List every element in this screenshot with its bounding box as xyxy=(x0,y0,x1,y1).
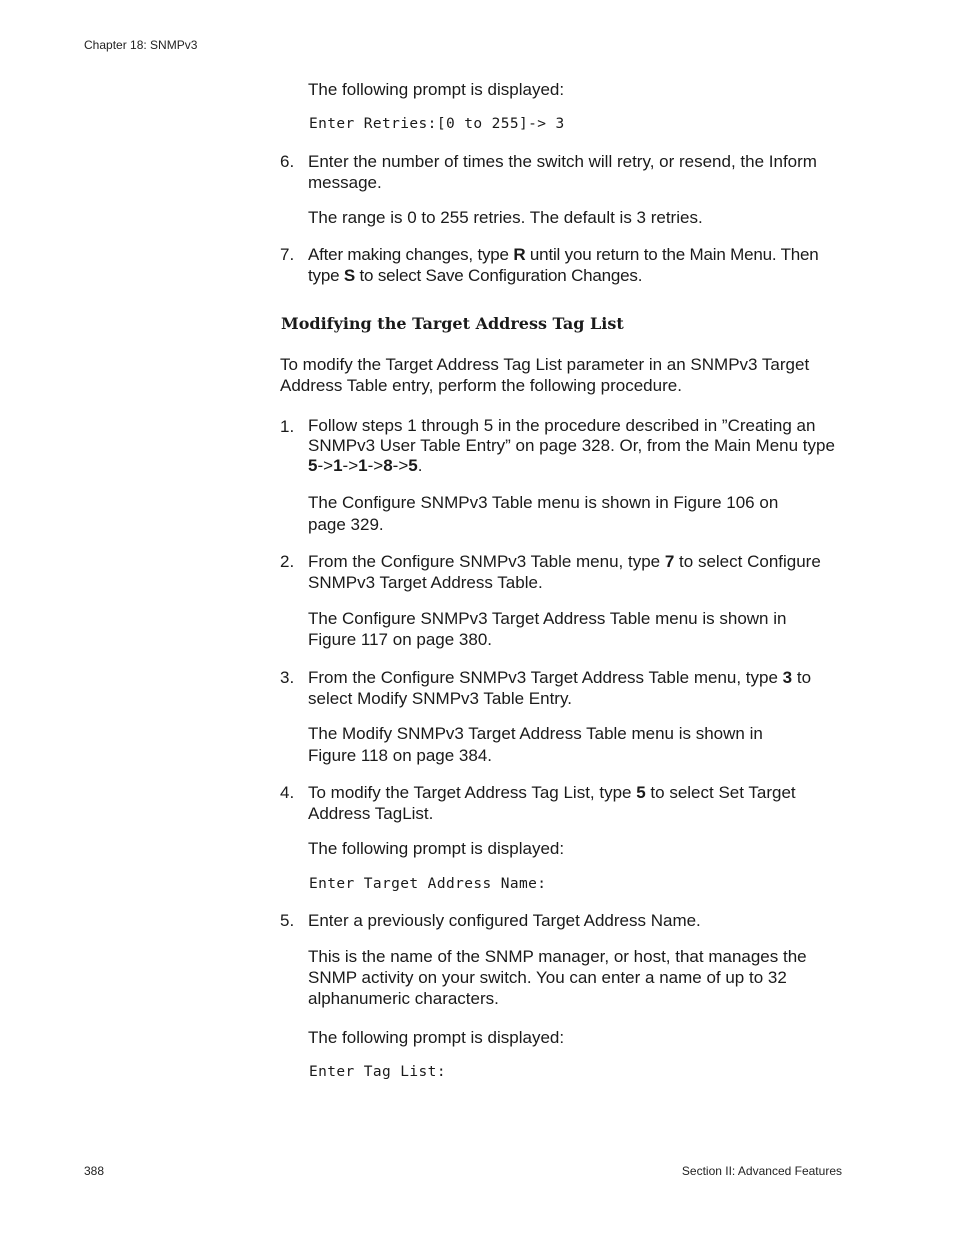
step-2-text: From the Configure SNMPv3 Table menu, type 7 to select Configure SNMPv3 Target Address Table. xyxy=(308,552,821,592)
step-2-note-line2: Figure 117 on page 380. xyxy=(308,630,492,649)
step-1-note-line2: page 329. xyxy=(308,515,384,534)
step-6-note: The range is 0 to 255 retries. The default is 3 retries. xyxy=(308,208,703,227)
step-5-note: This is the name of the SNMP manager, or host, that manages the SNMP activity on your switch. You can enter a name of up to 32 alphanumeric characters. xyxy=(308,947,807,1008)
step-1-note-line1: The Configure SNMPv3 Table menu is shown in Figure 106 on xyxy=(308,493,779,512)
step-5-number: 5. xyxy=(280,911,295,930)
code-target-address-name: Enter Target Address Name: xyxy=(309,876,547,892)
section-heading: Modifying the Target Address Tag List xyxy=(281,314,624,333)
step-1-number: 1. xyxy=(280,417,295,436)
step-3-note-line1: The Modify SNMPv3 Target Address Table menu is shown in xyxy=(308,724,763,743)
key-s: S xyxy=(343,266,355,285)
step-3-text: From the Configure SNMPv3 Target Address Table menu, type 3 to select Modify SNMPv3 Table Entry. xyxy=(308,668,812,708)
step-4-prompt: The following prompt is displayed: xyxy=(308,839,565,858)
running-footer: Section II: Advanced Features xyxy=(681,1164,842,1178)
key-r: R xyxy=(513,245,526,264)
running-header: Chapter 18: SNMPv3 xyxy=(84,38,198,52)
step-2-note-line1: The Configure SNMPv3 Target Address Table menu is shown in xyxy=(308,609,787,628)
section-intro: To modify the Target Address Tag List parameter in an SNMPv3 Target Address Table entry, perform the following procedure. xyxy=(280,355,810,395)
step-2-number: 2. xyxy=(280,552,295,571)
step-5-prompt: The following prompt is displayed: xyxy=(308,1028,565,1047)
page-number: 388 xyxy=(84,1164,105,1178)
step-6-number: 6. xyxy=(280,152,295,171)
step-7-text: After making changes, type R until you return to the Main Menu. Then type S to select Save Configuration Changes. xyxy=(308,245,819,285)
step-4-number: 4. xyxy=(280,783,295,802)
step-3-number: 3. xyxy=(280,668,295,687)
step-4-text: To modify the Target Address Tag List, type 5 to select Set Target Address TagList. xyxy=(308,783,796,823)
step-5-text: Enter a previously configured Target Address Name. xyxy=(308,911,701,930)
step-3-note-line2: Figure 118 on page 384. xyxy=(308,746,492,765)
step-7-number: 7. xyxy=(280,245,295,264)
step-6-text: Enter the number of times the switch will retry, or resend, the Inform message. xyxy=(308,152,817,192)
code-retries: Enter Retries:[0 to 255]-> 3 xyxy=(309,116,565,132)
code-tag-list: Enter Tag List: xyxy=(309,1064,446,1080)
prompt-intro: The following prompt is displayed: xyxy=(308,80,565,99)
step-1-text: Follow steps 1 through 5 in the procedure described in ”Creating an SNMPv3 User Table Entry” on page 328. Or, from the Main Menu type 5->1->1->8->5. xyxy=(308,416,835,475)
